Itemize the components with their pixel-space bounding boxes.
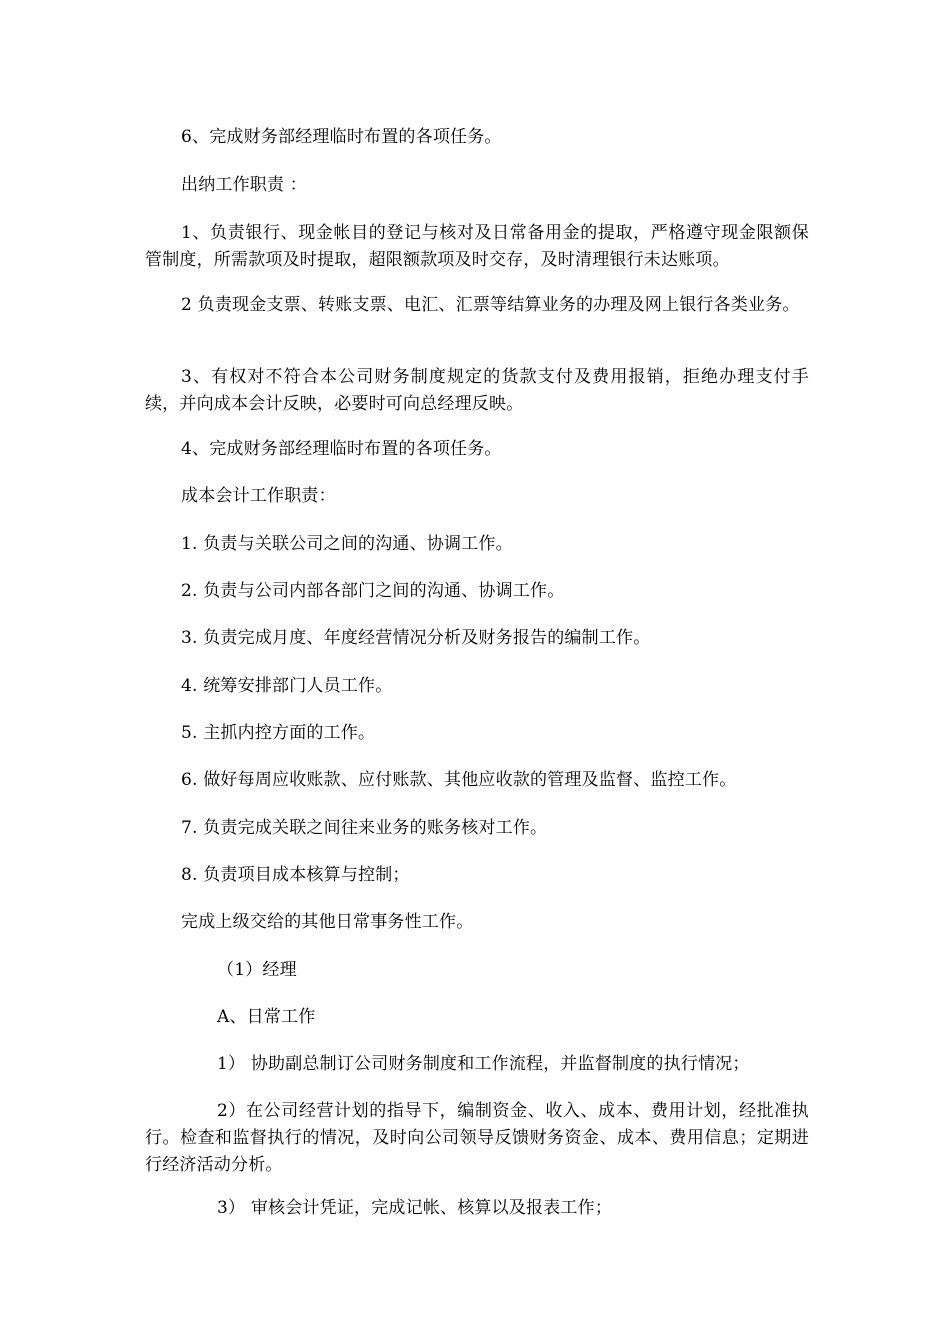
paragraph-cashier-duty-2: 2 负责现金支票、转账支票、电汇、汇票等结算业务的办理及网上银行各类业务。 [181,295,800,315]
paragraph-cost-duty-4: 4. 统筹安排部门人员工作。 [181,676,393,696]
paragraph-other-tasks: 完成上级交给的其他日常事务性工作。 [181,912,474,932]
heading-cashier-duties: 出纳工作职责 ： [181,175,308,195]
paragraph-manager-task-2: 2）在公司经营计划的指导下，编制资金、收入、成本、费用计划，经批准执行。检查和监督执行的情况，及时向公司领导反馈财务资金、成本、费用信息；定期进行经济活动分析。 [145,1101,809,1175]
paragraph-cost-duty-7: 7. 负责完成关联之间往来业务的账务核对工作。 [181,818,548,838]
paragraph-cashier-duty-1: 1、负责银行、现金帐目的登记与核对及日常备用金的提取，严格遵守现金限额保管制度，所需款项及时提取，超限额款项及时交存，及时清理银行未达账项。 [145,223,809,270]
paragraph-cost-duty-1: 1. 负责与关联公司之间的沟通、协调工作。 [181,534,513,554]
paragraph-cost-duty-2: 2. 负责与公司内部各部门之间的沟通、协调工作。 [181,581,565,601]
heading-cost-accountant-duties: 成本会计工作职责： [181,486,336,506]
heading-manager: （1）经理 [217,960,297,980]
heading-daily-work: A、日常工作 [217,1007,316,1027]
paragraph-cost-duty-3: 3. 负责完成月度、年度经营情况分析及财务报告的编制工作。 [181,628,651,648]
paragraph-cashier-duty-3: 3、有权对不符合本公司财务制度规定的货款支付及费用报销，拒绝办理支付手续，并向成本会计反映，必要时可向总经理反映。 [145,367,809,414]
paragraph-cashier-duty-4: 4、完成财务部经理临时布置的各项任务。 [181,439,502,459]
paragraph-manager-task-1: 1） 协助副总制订公司财务制度和工作流程，并监督制度的执行情况； [217,1054,750,1074]
paragraph-cost-duty-5: 5. 主抓内控方面的工作。 [181,723,376,743]
paragraph-cashier-task-6: 6、完成财务部经理临时布置的各项任务。 [181,127,502,147]
paragraph-cost-duty-6: 6. 做好每周应收账款、应付账款、其他应收款的管理及监督、监控工作。 [181,770,737,790]
paragraph-cost-duty-8: 8. 负责项目成本核算与控制； [181,865,410,885]
paragraph-manager-task-3: 3） 审核会计凭证，完成记帐、核算以及报表工作； [217,1198,613,1218]
